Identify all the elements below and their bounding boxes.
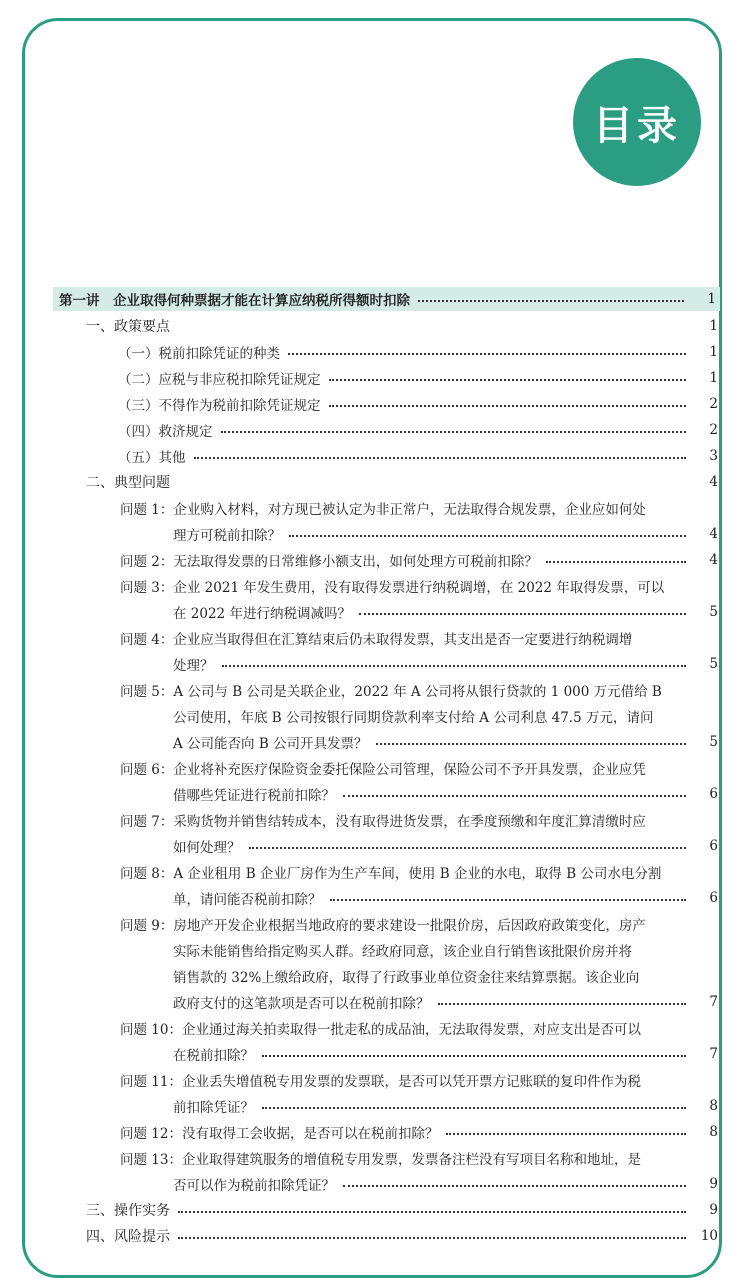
- dot-leader: [262, 1055, 686, 1057]
- dot-leader: [343, 1185, 686, 1187]
- dot-leader: [194, 457, 687, 459]
- question-text: 处理？: [173, 658, 214, 674]
- question-text: 在税前扣除？: [173, 1048, 254, 1064]
- toc-subsection[interactable]: [48, 443, 722, 469]
- page-number: 10: [700, 1228, 718, 1244]
- question-text: 问题 5：A 公司与 B 公司是关联企业，2022 年 A 公司将从银行贷款的 1 000 万元借给 B: [120, 684, 662, 700]
- toc-question[interactable]: [48, 495, 722, 547]
- question-list: [48, 495, 722, 1197]
- question-text: 问题 10：企业通过海关拍卖取得一批走私的成品油，无法取得发票，对应支出是否可以: [120, 1022, 641, 1038]
- question-text: 借哪些凭证进行税前扣除？: [173, 788, 335, 804]
- toc-subsection[interactable]: [48, 339, 722, 365]
- toc-question[interactable]: [48, 547, 722, 573]
- question-text: 问题 3：企业 2021 年发生费用，没有取得发票进行纳税调增，在 2022 年取得发票，可以: [120, 580, 665, 596]
- toc-question[interactable]: [48, 1145, 722, 1197]
- dot-leader: [262, 1107, 686, 1109]
- question-text: 公司使用，年底 B 公司按银行同期贷款利率支付给 A 公司利息 47.5 万元，请问: [173, 710, 654, 726]
- toc-section[interactable]: [48, 469, 722, 495]
- toc-question[interactable]: [48, 807, 722, 859]
- section-title: 一、政策要点: [86, 319, 170, 335]
- question-text: A 公司能否向 B 公司开具发票？: [173, 736, 368, 752]
- toc-question[interactable]: [48, 859, 722, 911]
- dot-leader: [330, 899, 687, 901]
- dot-leader: [289, 535, 686, 537]
- dot-leader: [288, 353, 686, 355]
- page-number: 8: [709, 1098, 718, 1114]
- question-text: 前扣除凭证？: [173, 1100, 254, 1116]
- page-number: 7: [709, 1046, 718, 1062]
- question-text: 政府支付的这笔款项是否可以在税前扣除？: [173, 996, 430, 1012]
- toc-question[interactable]: [48, 911, 722, 1015]
- page-number: 4: [709, 474, 718, 490]
- page-number: 5: [709, 604, 718, 620]
- dot-leader: [221, 431, 687, 433]
- page-number: 2: [709, 422, 718, 438]
- dot-leader: [438, 1003, 687, 1005]
- page-number: 1: [709, 344, 718, 360]
- question-text: 问题 2：无法取得发票的日常维修小额支出，如何处理方可税前扣除？: [120, 554, 538, 570]
- page-number: 9: [709, 1202, 718, 1218]
- dot-leader: [546, 561, 686, 563]
- subsection-title: （二）应税与非应税扣除凭证规定: [118, 372, 321, 388]
- dot-leader: [359, 613, 686, 615]
- toc-question[interactable]: [48, 1067, 722, 1119]
- question-text: 问题 13：企业取得建筑服务的增值税专用发票，发票备注栏没有写项目名称和地址，是: [120, 1152, 641, 1168]
- question-text: 否可以作为税前扣除凭证？: [173, 1178, 335, 1194]
- chapter-title: 第一讲 企业取得何种票据才能在计算应纳税所得额时扣除: [59, 293, 410, 309]
- page-number: 7: [709, 994, 718, 1010]
- toc-subsection[interactable]: [48, 417, 722, 443]
- subsection-title: （四）救济规定: [118, 424, 213, 440]
- dot-leader: [418, 300, 684, 302]
- toc-chapter[interactable]: [53, 287, 720, 311]
- dot-leader: [329, 405, 687, 407]
- page-number: 5: [709, 656, 718, 672]
- page-number: 1: [709, 370, 718, 386]
- section-title: 四、风险提示: [86, 1229, 170, 1245]
- toc-question[interactable]: [48, 755, 722, 807]
- page-number: 6: [709, 786, 718, 802]
- page-number: 1: [707, 291, 716, 307]
- page-number: 2: [709, 396, 718, 412]
- toc-section[interactable]: [48, 313, 722, 339]
- page-number: 5: [709, 734, 718, 750]
- question-text: 问题 8：A 企业租用 B 企业厂房作为生产车间，使用 B 企业的水电，取得 B 公司水电分割: [120, 866, 662, 882]
- page-number: 4: [709, 552, 718, 568]
- subsection-title: （三）不得作为税前扣除凭证规定: [118, 398, 321, 414]
- toc-question[interactable]: [48, 573, 722, 625]
- question-text: 在 2022 年进行纳税调减吗？: [173, 606, 351, 622]
- section-title: 二、典型问题: [86, 475, 170, 491]
- dot-leader: [376, 743, 686, 745]
- question-text: 问题 9：房地产开发企业根据当地政府的要求建设一批限价房，后因政府政策变化，房产: [120, 918, 646, 934]
- question-text: 问题 12：没有取得工会收据，是否可以在税前扣除？: [120, 1126, 439, 1142]
- table-of-contents: [48, 287, 722, 1249]
- page-number: 4: [709, 526, 718, 542]
- toc-subsection[interactable]: [48, 365, 722, 391]
- dot-leader: [178, 1211, 686, 1213]
- toc-section[interactable]: [48, 1223, 722, 1249]
- question-text: 问题 11：企业丢失增值税专用发票的发票联，是否可以凭开票方记账联的复印件作为税: [120, 1074, 641, 1090]
- dot-leader: [249, 847, 687, 849]
- question-text: 问题 1：企业购入材料，对方现已被认定为非正常户，无法取得合规发票，企业应如何处: [120, 502, 646, 518]
- dot-leader: [446, 1133, 686, 1135]
- question-text: 实际未能销售给指定购买人群。经政府同意，该企业自行销售该批限价房并将: [173, 944, 632, 960]
- page-number: 6: [709, 838, 718, 854]
- page-number: 3: [709, 448, 718, 464]
- dot-leader: [222, 665, 687, 667]
- question-text: 问题 4：企业应当取得但在汇算结束后仍未取得发票，其支出是否一定要进行纳税调增: [120, 632, 633, 648]
- page-number: 9: [709, 1176, 718, 1192]
- dot-leader: [343, 795, 686, 797]
- question-text: 理方可税前扣除？: [173, 528, 281, 544]
- toc-section[interactable]: [48, 1197, 722, 1223]
- question-text: 问题 7：采购货物并销售结转成本，没有取得进货发票，在季度预缴和年度汇算清缴时应: [120, 814, 646, 830]
- question-text: 单，请问能否税前扣除？: [173, 892, 322, 908]
- page-number: 8: [709, 1124, 718, 1140]
- dot-leader: [329, 379, 687, 381]
- page-number: 1: [709, 318, 718, 334]
- toc-question[interactable]: [48, 677, 722, 755]
- question-text: 如何处理？: [173, 840, 241, 856]
- toc-subsection[interactable]: [48, 391, 722, 417]
- subsection-title: （五）其他: [118, 450, 186, 466]
- subsection-title: （一）税前扣除凭证的种类: [118, 346, 280, 362]
- toc-question[interactable]: [48, 1015, 722, 1067]
- toc-question[interactable]: [48, 1119, 722, 1145]
- dot-leader: [178, 1237, 686, 1239]
- question-text: 销售款的 32%上缴给政府，取得了行政事业单位资金往来结算票据。该企业向: [173, 970, 640, 986]
- page-number: 6: [709, 890, 718, 906]
- toc-badge: 目录: [573, 58, 701, 186]
- toc-question[interactable]: [48, 625, 722, 677]
- question-text: 问题 6：企业将补充医疗保险资金委托保险公司管理，保险公司不予开具发票，企业应凭: [120, 762, 646, 778]
- section-title: 三、操作实务: [86, 1203, 170, 1219]
